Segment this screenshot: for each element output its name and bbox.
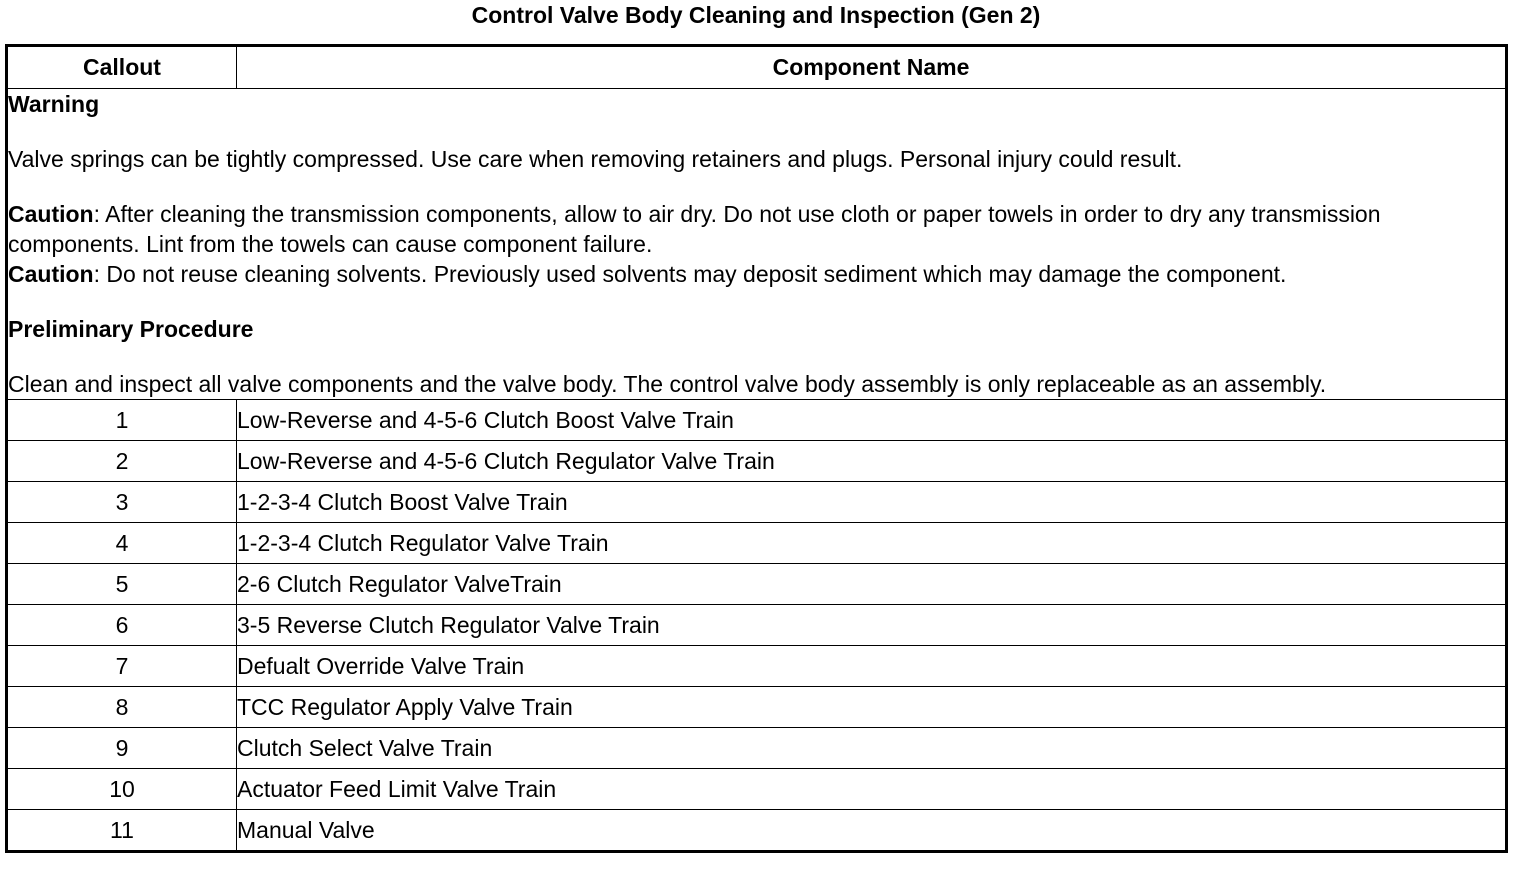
table-row — [7, 605, 1507, 646]
component-name: Manual Valve — [237, 810, 1507, 852]
component-name: Low-Reverse and 4-5-6 Clutch Regulator Valve Train — [237, 441, 1507, 482]
caution-note-2 — [8, 259, 1505, 289]
table-row — [7, 646, 1507, 687]
callout-number: 11 — [7, 810, 237, 852]
callout-number: 5 — [7, 564, 237, 605]
component-name: 3-5 Reverse Clutch Regulator Valve Train — [237, 605, 1507, 646]
table-row — [7, 482, 1507, 523]
component-name: 1-2-3-4 Clutch Regulator Valve Train — [237, 523, 1507, 564]
component-name: Clutch Select Valve Train — [237, 728, 1507, 769]
procedure-text: Clean and inspect all valve components and the valve body. The control valve body assembly is only replaceable as an assembly. — [8, 371, 1327, 397]
component-name: Defualt Override Valve Train — [237, 646, 1507, 687]
table-row — [7, 564, 1507, 605]
table-row — [7, 523, 1507, 564]
notes-row — [7, 89, 1507, 400]
caution-note-1 — [8, 199, 1505, 259]
page-title: Control Valve Body Cleaning and Inspection (Gen 2) — [471, 2, 1041, 28]
procedure-heading: Preliminary Procedure — [8, 316, 254, 342]
table-row — [7, 728, 1507, 769]
component-name: Low-Reverse and 4-5-6 Clutch Boost Valve Train — [237, 400, 1507, 441]
callout-number: 3 — [7, 482, 237, 523]
caution-text: : Do not reuse cleaning solvents. Previously used solvents may deposit sediment which may damage the component. — [93, 261, 1287, 287]
table-row — [7, 687, 1507, 728]
component-name: Actuator Feed Limit Valve Train — [237, 769, 1507, 810]
component-name: 2-6 Clutch Regulator ValveTrain — [237, 564, 1507, 605]
component-name-column-header: Component Name — [237, 46, 1507, 89]
table-row — [7, 810, 1507, 852]
callout-number: 8 — [7, 687, 237, 728]
callout-number: 2 — [7, 441, 237, 482]
caution-text: : After cleaning the transmission components, allow to air dry. Do not use cloth or paper towels in order to dry any transmission components. Lint from the towels can cause component failure. — [8, 201, 1381, 257]
table-row — [7, 769, 1507, 810]
notes-cell — [7, 89, 1507, 400]
table-header-row — [7, 46, 1507, 89]
table-row — [7, 441, 1507, 482]
callout-number: 4 — [7, 523, 237, 564]
table-row — [7, 400, 1507, 441]
callout-number: 7 — [7, 646, 237, 687]
callout-column-header: Callout — [7, 46, 237, 89]
component-name: 1-2-3-4 Clutch Boost Valve Train — [237, 482, 1507, 523]
callout-number: 10 — [7, 769, 237, 810]
caution-label: Caution — [8, 261, 94, 287]
callout-number: 6 — [7, 605, 237, 646]
caution-label: Caution — [8, 201, 94, 227]
component-table — [5, 44, 1508, 853]
callout-number: 1 — [7, 400, 237, 441]
component-name: TCC Regulator Apply Valve Train — [237, 687, 1507, 728]
callout-number: 9 — [7, 728, 237, 769]
warning-heading: Warning — [8, 91, 100, 117]
warning-text: Valve springs can be tightly compressed. Use care when removing retainers and plugs. Personal injury could result. — [8, 146, 1183, 172]
